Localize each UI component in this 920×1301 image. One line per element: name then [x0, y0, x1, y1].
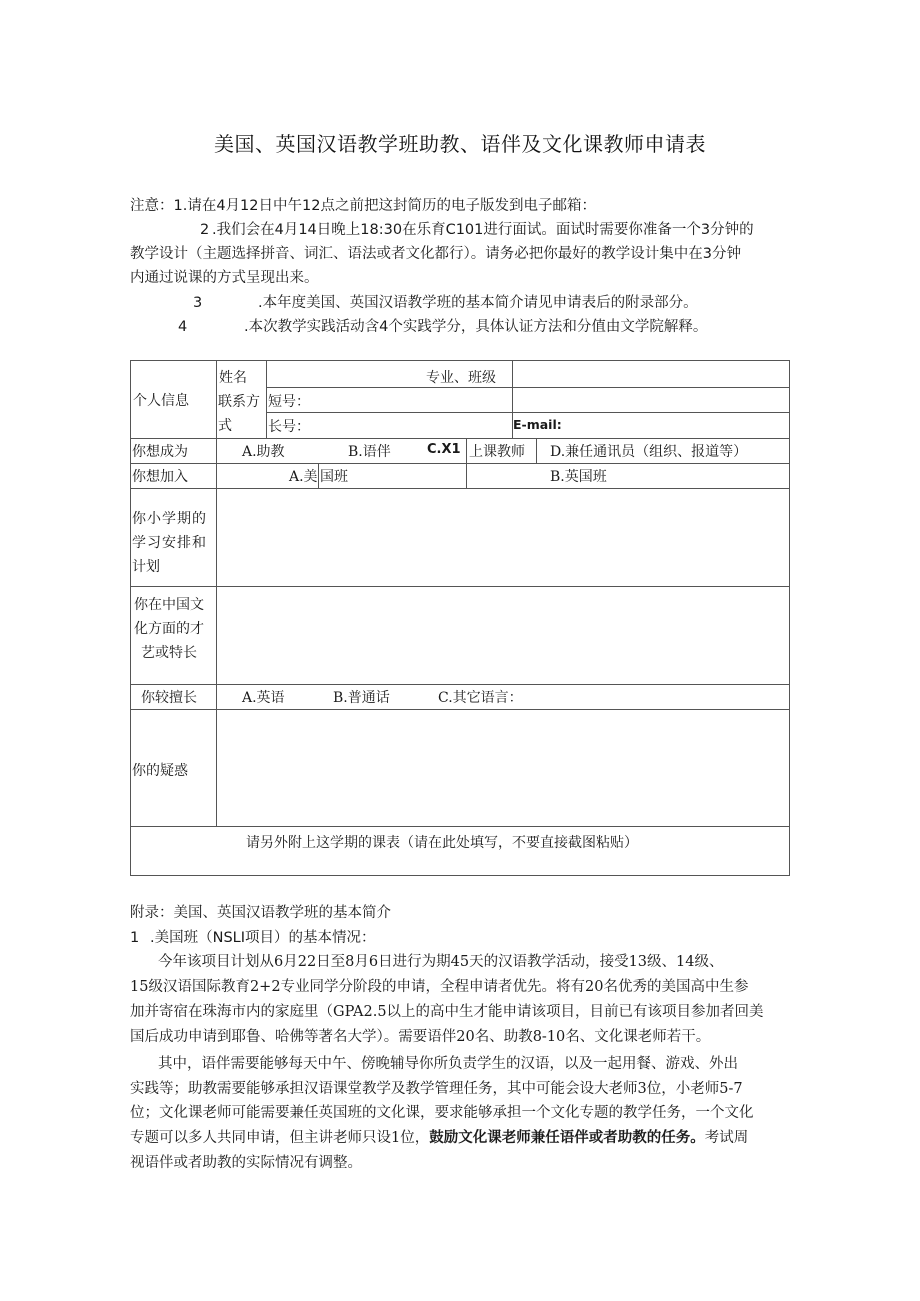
class-option-us-suffix: 国班 — [320, 469, 348, 485]
table-line — [130, 875, 790, 876]
paragraph-1-line-4: 国后成功申请到耶鲁、哈佛等著名大学）。需要语伴20名、助教8-10名、文化课老师若干。 — [130, 1029, 711, 1045]
note-4-text: .本次教学实践活动含4个实践学分，具体认证方法和分值由文学院解释。 — [244, 319, 708, 335]
good-at-label: 你较擅长 — [141, 690, 197, 706]
role-option-language-partner[interactable]: B.语伴 — [348, 444, 391, 460]
class-option-uk[interactable]: B.英国班 — [550, 469, 607, 485]
study-plan-label-3: 计划 — [132, 559, 160, 575]
table-line — [789, 360, 790, 875]
table-line — [318, 463, 319, 488]
major-class-label: 专业、班级 — [426, 370, 496, 386]
paragraph-1-line-3: 加并寄宿在珠海市内的家庭里（GPA2.5以上的高中生才能申请该项目，目前已有该项目参加者回美 — [130, 1004, 764, 1020]
paragraph-2-line-3-end: ，要求能够承担一个文化专题的教学任务，一个文化 — [420, 1105, 754, 1121]
class-option-us[interactable]: A.美 — [289, 469, 318, 485]
paragraph-2-line-4-end: 考试周 — [704, 1130, 749, 1146]
language-option-english[interactable]: A.英语 — [242, 690, 285, 706]
role-option-culture-teacher-suffix: 上课教师 — [469, 444, 525, 460]
page-title: 美国、英国汉语教学班助教、语伴及文化课教师申请表 — [214, 132, 706, 156]
want-to-be-label: 你想成为 — [132, 444, 188, 460]
table-line — [466, 438, 467, 488]
paragraph-2-line-3 — [130, 1101, 754, 1126]
table-line — [266, 412, 790, 413]
email-field[interactable]: E-mail: — [513, 417, 562, 432]
study-plan-label-2: 学习安排和 — [132, 535, 207, 551]
study-plan-input[interactable] — [217, 489, 789, 586]
long-number-field[interactable]: 长号： — [268, 419, 310, 435]
paragraph-2-line-1: 其中，语伴需要能够每天中午、傍晚辅导你所负责学生的汉语，以及一起用餐、游戏、外出 — [158, 1056, 738, 1072]
table-line — [266, 360, 267, 438]
short-number-field[interactable]: 短号： — [268, 394, 310, 410]
paragraph-1-line-2: 15级汉语国际教育2+2专业同学分阶段的申请，全程申请者优先。将有20名优秀的美国高中生参 — [130, 979, 749, 995]
talent-label-2: 化方面的才 — [134, 621, 204, 637]
name-label: 姓名 — [219, 370, 247, 386]
table-line — [536, 438, 537, 463]
schedule-input[interactable] — [131, 852, 789, 875]
talent-input[interactable] — [217, 587, 789, 684]
paragraph-2-line-5: 视语伴或者助教的实际情况有调整。 — [130, 1155, 362, 1171]
appendix-sub-number: 1 — [130, 930, 140, 946]
doubts-input[interactable] — [217, 710, 789, 826]
note-2-line-3: 内通过说课的方式呈现出来。 — [130, 270, 319, 286]
study-plan-label-1: 你小学期的 — [132, 511, 207, 527]
table-line — [130, 360, 131, 875]
talent-label-1: 你在中国文 — [134, 597, 204, 613]
appendix-sub-heading: .美国班（NSLI项目）的基本情况： — [150, 930, 376, 946]
note-2-line-1: .我们会在4月14日晚上18:30在乐育C101进行面试。面试时需要你准备一个3分钟的 — [212, 222, 754, 238]
role-option-culture-teacher[interactable]: C.X1 — [427, 442, 461, 457]
table-line — [266, 387, 790, 388]
table-line — [130, 463, 790, 464]
paragraph-2-line-3-start: 位； — [130, 1105, 159, 1121]
table-line — [130, 684, 790, 685]
want-join-label: 你想加入 — [132, 469, 188, 485]
personal-info-label: 个人信息 — [133, 393, 189, 409]
note-2-line-2: 教学设计（主题选择拼音、词汇、语法或者文化都行）。请务必把你最好的教学设计集中在3分钟 — [130, 246, 741, 262]
paragraph-2-line-4-emphasis: 鼓励文化课老师兼任语伴或者助教的任务。 — [429, 1130, 705, 1146]
table-line — [130, 438, 790, 439]
doubts-label: 你的疑惑 — [132, 763, 188, 779]
contact-label-line-1: 联系方 — [218, 394, 260, 410]
schedule-instruction: 请另外附上这学期的课表（请在此处填写，不要直接截图粘贴） — [246, 835, 638, 851]
note-2-number: 2 — [200, 222, 210, 238]
appendix-heading: 附录：美国、英国汉语教学班的基本简介 — [130, 905, 391, 921]
table-line — [130, 360, 790, 361]
note-4-number: 4 — [178, 319, 188, 335]
talent-label-3: 艺或特长 — [141, 645, 197, 661]
paragraph-2-line-4 — [130, 1126, 748, 1151]
note-3-number: 3 — [193, 295, 203, 311]
table-line — [130, 826, 790, 827]
paragraph-2-line-2: 实践等；助教需要能够承担汉语课堂教学及教学管理任务，其中可能会设大老师3位，小老师5-7 — [130, 1081, 743, 1097]
role-option-assistant[interactable]: A.助教 — [242, 444, 285, 460]
contact-label-line-2: 式 — [218, 418, 232, 434]
paragraph-1-line-1: 今年该项目计划从6月22日至8月6日进行为期45天的汉语教学活动，接受13级、14级、 — [158, 954, 724, 970]
paragraph-2-line-4-start: 专题可以多人共同申请，但主讲老师只设1位， — [130, 1130, 430, 1146]
note-1: 注意：1.请在4月12日中午12点之前把这封简历的电子版发到电子邮箱： — [130, 198, 596, 214]
note-3-text: .本年度美国、英国汉语教学班的基本简介请见申请表后的附录部分。 — [258, 295, 698, 311]
role-option-correspondent[interactable]: D.兼任通讯员（组织、报道等） — [550, 444, 748, 460]
language-option-mandarin[interactable]: B.普通话 — [333, 690, 390, 706]
paragraph-2-line-3-emphasis: 文化课老师可能需要兼任英国班的文化课 — [159, 1105, 420, 1121]
language-option-other[interactable]: C.其它语言： — [438, 690, 523, 706]
